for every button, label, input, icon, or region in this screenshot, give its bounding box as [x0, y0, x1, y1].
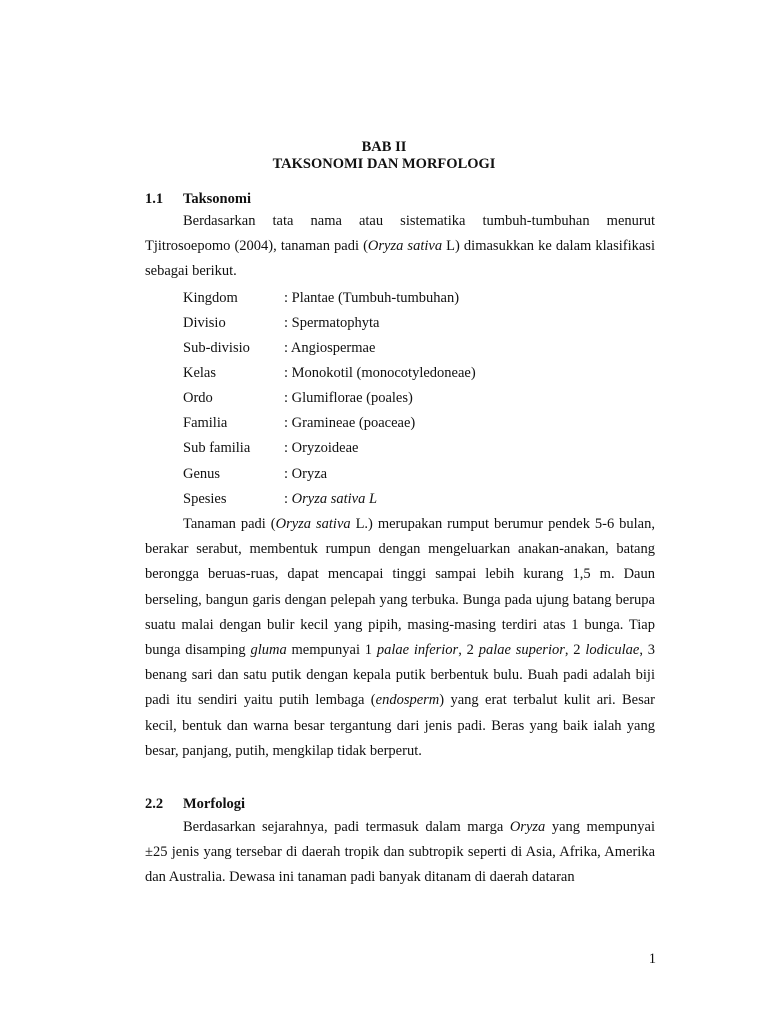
classification-row: [183, 290, 459, 310]
classification-row: [183, 440, 358, 460]
classification-key: Ordo: [183, 390, 213, 406]
page-number: 1: [648, 951, 656, 967]
classification-value: : Oryza: [284, 466, 328, 482]
classification-value: : Glumiflorae (poales): [284, 390, 413, 406]
classification-key: Sub-divisio: [183, 340, 250, 356]
classification-key: Divisio: [183, 315, 226, 331]
chapter-title: TAKSONOMI DAN MORFOLOGI: [272, 156, 496, 172]
classification-key: Genus: [183, 466, 221, 482]
section-number: 2.2: [145, 796, 164, 812]
classification-row: [183, 365, 476, 385]
classification-key: Kingdom: [183, 290, 238, 306]
classification-value: : Plantae (Tumbuh-tumbuhan): [284, 290, 460, 306]
classification-value: : Oryzoideae: [284, 440, 359, 456]
section-number: 1.1: [145, 191, 164, 207]
classification-row: [183, 390, 413, 410]
classification-key: Spesies: [183, 491, 227, 507]
classification-key: Familia: [183, 415, 228, 431]
morfologi-paragraph: Berdasarkan sejarahnya, padi termasuk dalam marga Oryza yang mempunyai ±25 jenis yang tersebar di daerah tropik dan subtropik seperti di Asia, Afrika, Amerika dan Australia. Dewasa ini tanaman padi banyak ditanam di daerah dataran: [145, 819, 655, 886]
classification-row: [183, 491, 377, 511]
classification-value: : Monokotil (monocotyledoneae): [284, 365, 476, 381]
section-heading-morfologi: [145, 796, 245, 813]
classification-row: [183, 340, 375, 360]
padi-description-paragraph: Tanaman padi (Oryza sativa L.) merupakan rumput berumur pendek 5-6 bulan, berakar serabut, membentuk rumpun dengan mengeluarkan anakan-anakan, batang berongga beruas-ruas, dapat mencapai tinggi sampai lebih kurang 1,5 m. Daun berseling, bangun garis dengan pelepah yang terbuka. Bunga pada ujung batang berupa suatu malai dengan bulir kecil yang pipih, masing-masing terdiri atas 1 bunga. Tiap bunga disamping gluma mempunyai 1 palae inferior, 2 palae superior, 2 lodiculae, 3 benang sari dan satu putik dengan kepala putik berbentuk bulu. Buah padi adalah biji padi itu sendiri yaitu putih lembaga (endosperm) yang erat terbalut kulit ari. Besar kecil, bentuk dan warna besar tergantung dari jenis padi. Beras yang baik ialah yang besar, panjang, putih, mengkilap tidak berperut.: [145, 516, 656, 759]
classification-row: [183, 466, 327, 486]
classification-key: Sub familia: [183, 440, 251, 456]
classification-value-italic: Oryza sativa L: [291, 491, 378, 507]
section-heading-taksonomi: [145, 191, 251, 208]
chapter-label: BAB II: [361, 139, 407, 155]
classification-key: Kelas: [183, 365, 217, 381]
taksonomi-intro-paragraph: Berdasarkan tata nama atau sistematika tumbuh-tumbuhan menurut Tjitrosoepomo (2004), tanaman padi (Oryza sativa L) dimasukkan ke dalam klasifikasi sebagai berikut.: [145, 213, 655, 280]
classification-value: : Spermatophyta: [284, 315, 380, 331]
classification-value: :: [284, 491, 292, 507]
classification-value: : Gramineae (poaceae): [284, 415, 416, 431]
classification-value: : Angiospermae: [284, 340, 376, 356]
section-title: Morfologi: [183, 796, 246, 812]
classification-row: [183, 415, 415, 435]
section-title: Taksonomi: [183, 191, 251, 207]
classification-row: [183, 315, 379, 335]
